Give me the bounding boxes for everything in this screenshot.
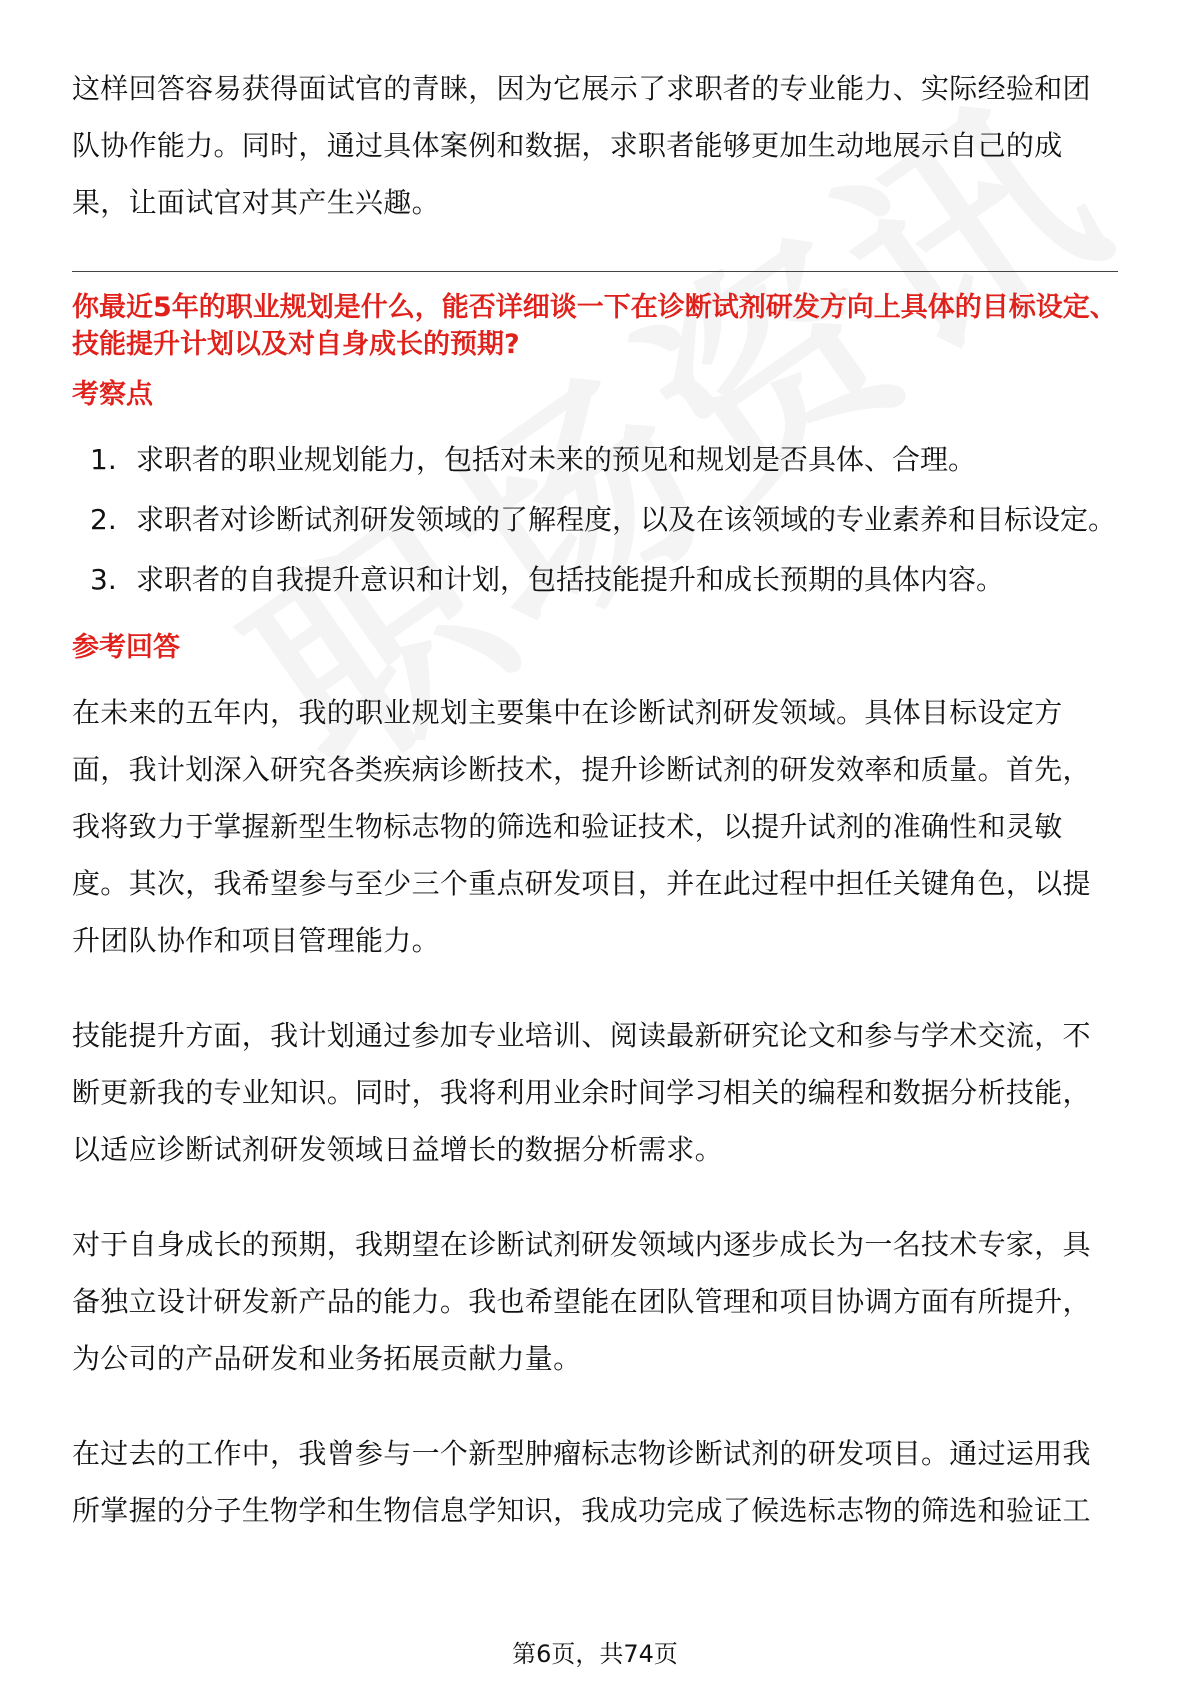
list-item-text: 求职者的自我提升意识和计划，包括技能提升和成长预期的具体内容。 [136, 563, 1005, 596]
focus-heading: 考察点 [72, 379, 153, 410]
question-heading: 你最近5年的职业规划是什么，能否详细谈一下在诊断试剂研发方向上具体的目标设定、技能提升计划以及对自身成长的预期? [72, 292, 1117, 360]
page-footer: 第6页，共74页 [512, 1640, 678, 1668]
list-item-text: 求职者的职业规划能力，包括对未来的预见和规划是否具体、合理。 [136, 443, 977, 476]
intro-paragraph: 这样回答容易获得面试官的青睐，因为它展示了求职者的专业能力、实际经验和团队协作能力。同时，通过具体案例和数据，求职者能够更加生动地展示自己的成果，让面试官对其产生兴趣。 [72, 72, 1091, 219]
answer-paragraph: 在未来的五年内，我的职业规划主要集中在诊断试剂研发领域。具体目标设定方面，我计划深入研究各类疾病诊断技术，提升诊断试剂的研发效率和质量。首先，我将致力于掌握新型生物标志物的筛选和验证技术，以提升试剂的准确性和灵敏度。其次，我希望参与至少三个重点研发项目，并在此过程中担任关键角色，以提升团队协作和项目管理能力。 [72, 696, 1091, 957]
answer-paragraph: 技能提升方面，我计划通过参加专业培训、阅读最新研究论文和参与学术交流，不断更新我的专业知识。同时，我将利用业余时间学习相关的编程和数据分析技能，以适应诊断试剂研发领域日益增长的数据分析需求。 [72, 1019, 1091, 1166]
answer-paragraph: 在过去的工作中，我曾参与一个新型肿瘤标志物诊断试剂的研发项目。通过运用我所掌握的分子生物学和生物信息学知识，我成功完成了候选标志物的筛选和验证工 [72, 1437, 1091, 1527]
list-number: 2. [90, 503, 117, 536]
list-item-text: 求职者对诊断试剂研发领域的了解程度，以及在该领域的专业素养和目标设定。 [136, 503, 1117, 536]
section-divider [72, 271, 1118, 272]
list-number: 1. [90, 443, 117, 476]
list-item [90, 431, 1118, 488]
list-number: 3. [90, 563, 117, 596]
answer-heading: 参考回答 [72, 632, 180, 663]
document-content [72, 60, 1118, 1577]
answer-paragraph: 对于自身成长的预期，我期望在诊断试剂研发领域内逐步成长为一名技术专家，具备独立设计研发新产品的能力。我也希望能在团队管理和项目协调方面有所提升，为公司的产品研发和业务拓展贡献力量。 [72, 1228, 1091, 1375]
list-item [90, 551, 1118, 608]
focus-list [72, 431, 1118, 608]
list-item [90, 491, 1118, 548]
answer-body [72, 684, 1118, 1539]
